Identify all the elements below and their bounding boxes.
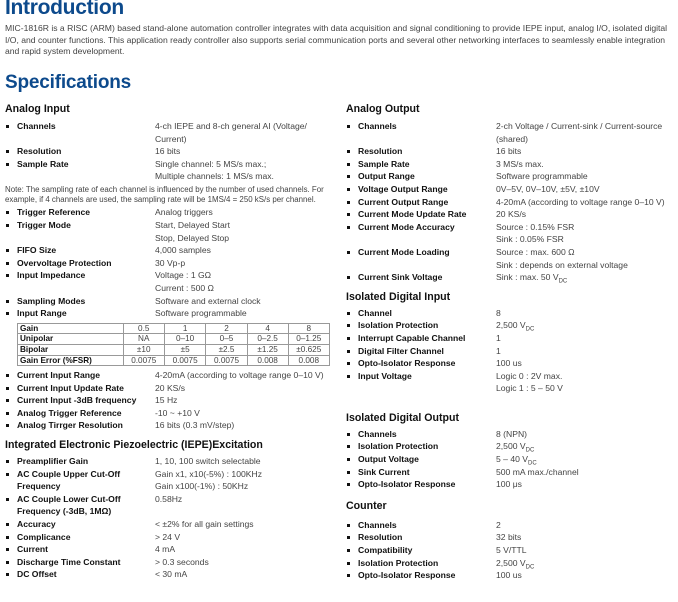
spec-row xyxy=(5,382,330,395)
spec-label: Digital Filter Channel xyxy=(346,345,496,358)
spec-label: Isolation Protection xyxy=(346,557,496,570)
spec-value-line: < ±2% for all gain settings xyxy=(155,519,254,530)
spec-value xyxy=(496,453,671,466)
isolated-digital-output-rows xyxy=(346,428,671,491)
gain-table-cell: ±10 xyxy=(123,344,164,355)
spec-value-line: 32 bits xyxy=(496,532,522,543)
spec-value-line: 16 bits xyxy=(496,146,522,157)
spec-label: Channel xyxy=(346,307,496,320)
spec-row xyxy=(346,569,671,582)
spec-value-line: Stop, Delayed Stop xyxy=(155,232,230,243)
spec-label: Input Impedance xyxy=(5,269,155,294)
spec-value-line: Current) xyxy=(155,133,187,144)
spec-value-line: 500 mA max./channel xyxy=(496,466,579,477)
spec-row xyxy=(5,269,330,294)
gain-table-row xyxy=(18,334,330,345)
spec-value-line: 4-20mA (according to voltage range 0–10 V) xyxy=(155,370,324,381)
spec-label: Voltage Output Range xyxy=(346,183,496,196)
gain-table-cell: 0.0075 xyxy=(206,355,247,366)
gain-table-cell: ±0.625 xyxy=(288,344,329,355)
spec-value xyxy=(496,145,671,158)
spec-row xyxy=(346,478,671,491)
spec-value-line: < 30 mA xyxy=(155,569,188,580)
spec-value-line: Gain x1, x10(-5%) : 100KHz xyxy=(155,468,262,479)
spec-value xyxy=(496,120,671,145)
isolated-digital-input-rows xyxy=(346,307,671,395)
spec-row xyxy=(346,345,671,358)
spec-row xyxy=(346,357,671,370)
spec-value xyxy=(155,158,330,183)
spec-value-line: 15 Hz xyxy=(155,395,178,406)
spec-label: Input Range xyxy=(5,307,155,320)
spec-label: Channels xyxy=(346,428,496,441)
spec-value-line: 30 Vp-p xyxy=(155,257,186,268)
spec-value xyxy=(496,183,671,196)
spec-label: Output Voltage xyxy=(346,453,496,466)
counter-rows xyxy=(346,519,671,582)
spec-value-line: 100 us xyxy=(496,358,522,369)
spec-label: Opto-Isolator Response xyxy=(346,569,496,582)
spec-value-line: 0.58Hz xyxy=(155,493,183,504)
spec-row xyxy=(346,370,671,395)
spec-row xyxy=(5,468,330,493)
spec-value-line: 3 MS/s max. xyxy=(496,158,544,169)
spec-row xyxy=(346,158,671,171)
spec-label: Isolation Protection xyxy=(346,319,496,332)
spec-value xyxy=(496,557,671,570)
spec-value xyxy=(496,158,671,171)
spec-label: Accuracy xyxy=(5,518,155,531)
spec-value xyxy=(496,246,671,271)
spec-label: Complicance xyxy=(5,531,155,544)
spec-value-line: Software programmable xyxy=(496,171,588,182)
spec-row xyxy=(346,531,671,544)
spec-label: Current Output Range xyxy=(346,196,496,209)
spec-label: Discharge Time Constant xyxy=(5,556,155,569)
spec-row xyxy=(346,271,671,284)
spec-value-line: 1 xyxy=(496,332,501,343)
spec-value xyxy=(496,466,671,479)
gain-table-cell: 0.5 xyxy=(123,323,164,334)
gain-table-cell: ±5 xyxy=(164,344,205,355)
spec-row xyxy=(5,394,330,407)
spec-value-line: 8 (NPN) xyxy=(496,428,528,439)
spec-value xyxy=(155,219,330,244)
spec-label: Current Input Update Rate xyxy=(5,382,155,395)
spec-row xyxy=(346,145,671,158)
spec-value-line: 2-ch Voltage / Current-sink / Current-source xyxy=(496,121,663,131)
spec-value-line: Analog triggers xyxy=(155,207,213,218)
spec-label: Current Input -3dB frequency xyxy=(5,394,155,407)
spec-row xyxy=(346,466,671,479)
spec-value-line: 20 KS/s xyxy=(155,382,186,393)
spec-label: Current Mode Accuracy xyxy=(346,221,496,246)
spec-value-line: Voltage : 1 GΩ xyxy=(155,270,212,281)
spec-value xyxy=(155,120,330,145)
spec-value-line: 1, 10, 100 switch selectable xyxy=(155,456,261,467)
spec-row xyxy=(5,369,330,382)
gain-table-cell: NA xyxy=(123,334,164,345)
spec-value xyxy=(155,269,330,294)
spec-value xyxy=(155,369,330,382)
spec-value-line: 1 xyxy=(496,345,501,356)
spec-label: Compatibility xyxy=(346,544,496,557)
spec-value xyxy=(155,382,330,395)
spec-value-line: Source : max. 600 Ω xyxy=(496,246,575,257)
spec-label: Channels xyxy=(346,120,496,145)
gain-table-row-label: Gain Error (%FSR) xyxy=(18,355,124,366)
gain-table-cell: 2 xyxy=(206,323,247,334)
spec-value xyxy=(155,394,330,407)
spec-value xyxy=(496,208,671,221)
spec-row xyxy=(346,428,671,441)
spec-row xyxy=(5,219,330,244)
spec-value-line: > 24 V xyxy=(155,531,181,542)
gain-table-row xyxy=(18,344,330,355)
spec-value-line: 20 KS/s xyxy=(496,209,527,220)
analog-output-heading: Analog Output xyxy=(346,103,420,115)
spec-value-line: Sink : max. 50 $V_{DC}$ xyxy=(496,272,568,285)
spec-label: Channels xyxy=(346,519,496,532)
spec-value xyxy=(496,519,671,532)
spec-value-line: 4,000 samples xyxy=(155,245,211,256)
spec-value xyxy=(155,206,330,219)
spec-value-line: -10 ~ +10 V xyxy=(155,407,200,418)
gain-table-cell: 0–5 xyxy=(206,334,247,345)
spec-label: AC Couple Lower Cut-Off Frequency (-3dB, 1MΩ) xyxy=(5,493,155,518)
spec-label: Sample Rate xyxy=(5,158,155,183)
spec-row xyxy=(5,158,330,183)
spec-label: Interrupt Capable Channel xyxy=(346,332,496,345)
spec-row xyxy=(5,257,330,270)
spec-row xyxy=(5,145,330,158)
gain-table-cell: ±2.5 xyxy=(206,344,247,355)
counter-heading: Counter xyxy=(346,499,387,512)
spec-value-line: Single channel: 5 MS/s max.; xyxy=(155,158,267,169)
spec-value-line: 2 xyxy=(496,519,501,530)
spec-value xyxy=(155,257,330,270)
spec-value xyxy=(155,556,330,569)
gain-table-cell: 0.008 xyxy=(247,355,288,366)
spec-label: Channels xyxy=(5,120,155,145)
spec-value-line: 4-20mA (according to voltage range 0–10 V) xyxy=(496,196,665,207)
spec-row xyxy=(5,568,330,581)
spec-label: Opto-Isolator Response xyxy=(346,478,496,491)
gain-table-cell: 0.008 xyxy=(288,355,329,366)
spec-row xyxy=(346,170,671,183)
analog-input-rows-3 xyxy=(5,369,330,432)
spec-value-line: Logic 1 : 5 – 50 V xyxy=(496,383,563,394)
spec-label: Sink Current xyxy=(346,466,496,479)
gain-table xyxy=(17,323,330,366)
spec-value xyxy=(155,531,330,544)
spec-value xyxy=(155,407,330,420)
spec-label: Overvoltage Protection xyxy=(5,257,155,270)
spec-row xyxy=(346,221,671,246)
spec-value xyxy=(496,170,671,183)
spec-value-line: 16 bits xyxy=(155,146,181,157)
gain-table-row xyxy=(18,355,330,366)
gain-table-cell: 8 xyxy=(288,323,329,334)
gain-table-cell: 4 xyxy=(247,323,288,334)
spec-row xyxy=(346,544,671,557)
spec-row xyxy=(5,543,330,556)
spec-label: Input Voltage xyxy=(346,370,496,395)
spec-label: FIFO Size xyxy=(5,244,155,257)
spec-value-line: Logic 0 : 2V max. xyxy=(496,370,563,381)
spec-row xyxy=(346,557,671,570)
spec-label: Resolution xyxy=(346,145,496,158)
spec-row xyxy=(5,493,330,518)
spec-value xyxy=(496,332,671,345)
spec-label: AC Couple Upper Cut-Off Frequency xyxy=(5,468,155,493)
spec-row xyxy=(5,244,330,257)
spec-label: Opto-Isolator Response xyxy=(346,357,496,370)
spec-value xyxy=(155,419,330,432)
spec-value-line: 2,500 $V_{DC}$ xyxy=(496,441,535,455)
specifications-heading: Specifications xyxy=(5,72,132,93)
spec-value xyxy=(496,307,671,320)
spec-label: Current Mode Loading xyxy=(346,246,496,271)
spec-value xyxy=(496,478,671,491)
spec-label: Trigger Mode xyxy=(5,219,155,244)
spec-row xyxy=(346,183,671,196)
spec-value-line: 100 μs xyxy=(496,479,522,490)
spec-value xyxy=(496,221,671,246)
right-column xyxy=(346,102,671,582)
spec-row xyxy=(346,519,671,532)
gain-table-row xyxy=(18,323,330,334)
spec-value-line: Multiple channels: 1 MS/s max. xyxy=(155,171,274,182)
spec-value-line: Source : 0.15% FSR xyxy=(496,221,575,232)
spec-value-line: Software programmable xyxy=(155,308,247,319)
gain-table-cell: 0–10 xyxy=(164,334,205,345)
introduction-text: MIC-1816R is a RISC (ARM) based stand-alone automation controller integrates with data acquisition and signal conditioning to provide IEPE input, analog I/O, isolated digital I/O, and counter functions. This application ready controller also supports serial communication ports and several other networking interfaces to seamlessly enable integration and rapid system development. xyxy=(5,23,668,57)
gain-table-cell: 0–2.5 xyxy=(247,334,288,345)
spec-value xyxy=(155,568,330,581)
spec-label: Current Sink Voltage xyxy=(346,271,496,284)
spec-row xyxy=(5,295,330,308)
spec-value-line: Sink : 0.05% FSR xyxy=(496,234,564,245)
spec-row xyxy=(346,319,671,332)
spec-row xyxy=(5,206,330,219)
spec-row xyxy=(346,307,671,320)
spec-value-line: 4 mA xyxy=(155,544,176,555)
spec-value xyxy=(496,428,671,441)
spec-value xyxy=(496,319,671,332)
spec-label: Sample Rate xyxy=(346,158,496,171)
gain-table-row-label: Bipolar xyxy=(18,344,124,355)
spec-value xyxy=(155,518,330,531)
iepe-heading: Integrated Electronic Piezoelectric (IEPE)Excitation xyxy=(5,439,263,452)
spec-row xyxy=(5,518,330,531)
spec-value xyxy=(155,455,330,468)
spec-label: Preamplifier Gain xyxy=(5,455,155,468)
spec-value xyxy=(155,493,330,518)
gain-table-cell: 0.0075 xyxy=(123,355,164,366)
spec-value xyxy=(496,440,671,453)
spec-value xyxy=(155,543,330,556)
analog-input-rows-2 xyxy=(5,206,330,319)
analog-input-heading: Analog Input xyxy=(5,103,70,115)
spec-value-line: 100 us xyxy=(496,570,522,581)
gain-table-row-label: Unipolar xyxy=(18,334,124,345)
spec-value xyxy=(496,531,671,544)
spec-value-line: Gain x100(-1%) : 50KHz xyxy=(155,481,249,492)
spec-label: Resolution xyxy=(346,531,496,544)
spec-label: Resolution xyxy=(5,145,155,158)
spec-value-line: 4-ch IEPE and 8-ch general AI (Voltage/ xyxy=(155,121,307,131)
spec-value xyxy=(155,468,330,493)
spec-row xyxy=(5,556,330,569)
spec-value xyxy=(496,569,671,582)
spec-label: Sampling Modes xyxy=(5,295,155,308)
spec-value-line: Start, Delayed Start xyxy=(155,219,230,230)
spec-label: Output Range xyxy=(346,170,496,183)
spec-value xyxy=(155,244,330,257)
spec-row xyxy=(346,440,671,453)
spec-value-line: 5 V/TTL xyxy=(496,545,527,556)
spec-value-line: > 0.3 seconds xyxy=(155,556,209,567)
spec-label: DC Offset xyxy=(5,568,155,581)
left-column xyxy=(5,102,330,581)
analog-output-rows xyxy=(346,120,671,284)
spec-row xyxy=(346,246,671,271)
spec-row xyxy=(346,196,671,209)
spec-value xyxy=(496,370,671,395)
spec-value-line: 8 xyxy=(496,307,501,318)
spec-label: Analog Tirrger Resolution xyxy=(5,419,155,432)
sampling-note: Note: The sampling rate of each channel is influenced by the number of used channels. For example, if 4 channels are used, the sampling rate will be 1MS/4 = 250 kS/s per channel. xyxy=(5,184,324,205)
spec-value xyxy=(496,271,671,284)
spec-row xyxy=(5,407,330,420)
spec-value-line: Sink : depends on external voltage xyxy=(496,259,628,270)
spec-value-line: 16 bits (0.3 mV/step) xyxy=(155,420,235,431)
gain-table-cell: 0–1.25 xyxy=(288,334,329,345)
isolated-digital-input-heading: Isolated Digital Input xyxy=(346,290,451,303)
spec-row xyxy=(346,332,671,345)
analog-input-rows-1 xyxy=(5,120,330,183)
spec-row xyxy=(5,455,330,468)
spec-value xyxy=(155,295,330,308)
spec-row xyxy=(5,120,330,145)
introduction-heading: Introduction xyxy=(5,0,124,19)
spec-value xyxy=(496,357,671,370)
spec-value xyxy=(155,307,330,320)
gain-table-cell: 1 xyxy=(164,323,205,334)
spec-row xyxy=(5,419,330,432)
spec-value xyxy=(155,145,330,158)
spec-label: Current xyxy=(5,543,155,556)
spec-value-line: Software and external clock xyxy=(155,295,261,306)
spec-label: Isolation Protection xyxy=(346,440,496,453)
spec-label: Current Input Range xyxy=(5,369,155,382)
spec-value xyxy=(496,196,671,209)
gain-table-row-label: Gain xyxy=(18,323,124,334)
spec-row xyxy=(5,531,330,544)
spec-value xyxy=(496,345,671,358)
spec-value-line: 0V–5V, 0V–10V, ±5V, ±10V xyxy=(496,183,600,194)
spec-value-line: 2,500 $V_{DC}$ xyxy=(496,320,535,334)
isolated-digital-output-heading: Isolated Digital Output xyxy=(346,411,459,424)
spec-label: Analog Trigger Reference xyxy=(5,407,155,420)
gain-table-cell: ±1.25 xyxy=(247,344,288,355)
spec-row xyxy=(346,120,671,145)
iepe-rows xyxy=(5,455,330,581)
spec-label: Trigger Reference xyxy=(5,206,155,219)
spec-value xyxy=(496,544,671,557)
spec-label: Current Mode Update Rate xyxy=(346,208,496,221)
spec-value-line: 5 – 40 $V_{DC}$ xyxy=(496,454,537,467)
spec-row xyxy=(346,208,671,221)
spec-value-line: (shared) xyxy=(496,133,528,144)
spec-row xyxy=(346,453,671,466)
gain-table-cell: 0.0075 xyxy=(164,355,205,366)
spec-row xyxy=(5,307,330,320)
spec-value-line: Current : 500 Ω xyxy=(155,282,214,293)
spec-value-line: 2,500 $V_{DC}$ xyxy=(496,557,535,571)
